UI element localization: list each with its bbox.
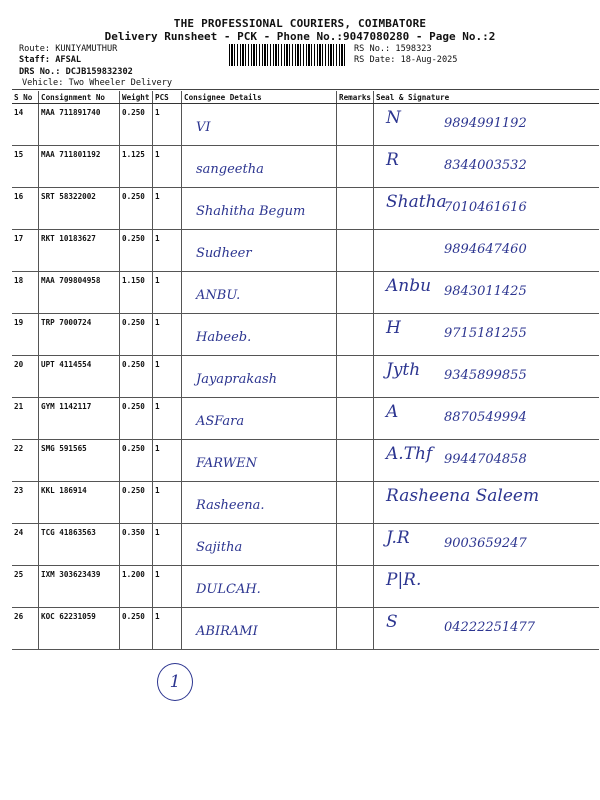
staff-label: Staff: AFSAL	[19, 55, 82, 65]
table-row	[12, 272, 599, 314]
signature-mark: J.R	[386, 528, 410, 548]
consignee-handwriting: Sudheer	[196, 246, 252, 261]
col-pcs: PCS	[153, 91, 182, 104]
row-signature-cell	[374, 356, 599, 398]
row-weight: 0.250	[120, 398, 153, 440]
table-row	[12, 188, 599, 230]
col-signature: Seal & Signature	[374, 91, 599, 104]
consignee-handwriting: ASFara	[196, 414, 245, 429]
row-sno: 18	[12, 272, 39, 314]
signature-mark: A.Thf	[386, 444, 433, 464]
runsheet-subtitle: Delivery Runsheet - PCK - Phone No.:9047080280 - Page No.:2	[104, 30, 496, 43]
consignee-handwriting: Jayaprakash	[196, 372, 278, 387]
row-sno: 22	[12, 440, 39, 482]
table-row	[12, 566, 599, 608]
row-consignment-no: TCG 41863563	[39, 524, 120, 566]
row-consignee-cell	[182, 272, 337, 314]
row-consignment-no: RKT 10183627	[39, 230, 120, 272]
row-signature-cell	[374, 272, 599, 314]
row-pcs: 1	[153, 146, 182, 188]
signature-phone: 9715181255	[444, 326, 527, 341]
table-row	[12, 314, 599, 356]
row-weight: 0.250	[120, 608, 153, 650]
row-pcs: 1	[153, 230, 182, 272]
signature-phone: 04222251477	[444, 620, 535, 635]
drs-label: DRS No.: DCJB159832302	[19, 67, 133, 77]
row-remarks	[337, 104, 374, 146]
handwritten-circled-number: 1	[157, 663, 193, 701]
signature-phone: 9894991192	[444, 116, 527, 131]
signature-mark: Jyth	[386, 360, 421, 380]
consignee-handwriting: Rasheena.	[196, 498, 265, 513]
row-signature-cell	[374, 398, 599, 440]
row-consignment-no: KOC 62231059	[39, 608, 120, 650]
signature-phone: 9345899855	[444, 368, 527, 383]
row-remarks	[337, 356, 374, 398]
col-weight: Weight	[120, 91, 153, 104]
row-weight: 0.350	[120, 524, 153, 566]
row-consignment-no: SMG 591565	[39, 440, 120, 482]
vehicle-label: Vehicle: Two Wheeler Delivery	[22, 78, 173, 88]
row-signature-cell	[374, 104, 599, 146]
table-row	[12, 356, 599, 398]
row-weight: 1.125	[120, 146, 153, 188]
row-signature-cell	[374, 230, 599, 272]
row-remarks	[337, 272, 374, 314]
row-consignee-cell	[182, 524, 337, 566]
signature-mark: H	[386, 318, 401, 338]
row-signature-cell	[374, 146, 599, 188]
row-sno: 25	[12, 566, 39, 608]
row-signature-cell	[374, 566, 599, 608]
col-sno: S No	[12, 91, 39, 104]
row-remarks	[337, 608, 374, 650]
row-sno: 23	[12, 482, 39, 524]
signature-phone: 8344003532	[444, 158, 527, 173]
row-consignee-cell	[182, 566, 337, 608]
row-consignment-no: MAA 709804958	[39, 272, 120, 314]
signature-mark: S	[386, 612, 398, 632]
table-row	[12, 230, 599, 272]
row-weight: 0.250	[120, 230, 153, 272]
company-title: THE PROFESSIONAL COURIERS, COIMBATORE	[173, 17, 427, 30]
table-row	[12, 440, 599, 482]
rs-number: RS No.: 1598323	[354, 44, 432, 54]
row-signature-cell	[374, 482, 599, 524]
row-weight: 0.250	[120, 440, 153, 482]
row-pcs: 1	[153, 188, 182, 230]
row-pcs: 1	[153, 482, 182, 524]
row-signature-cell	[374, 188, 599, 230]
row-pcs: 1	[153, 524, 182, 566]
signature-phone: 8870549994	[444, 410, 527, 425]
row-consignment-no: UPT 4114554	[39, 356, 120, 398]
row-consignee-cell	[182, 314, 337, 356]
consignee-handwriting: ANBU.	[196, 288, 241, 303]
row-consignee-cell	[182, 146, 337, 188]
row-consignment-no: SRT 58322002	[39, 188, 120, 230]
table-row	[12, 398, 599, 440]
row-consignment-no: TRP 7000724	[39, 314, 120, 356]
row-weight: 0.250	[120, 314, 153, 356]
row-sno: 17	[12, 230, 39, 272]
signature-mark: Shatha	[386, 192, 447, 212]
row-pcs: 1	[153, 314, 182, 356]
row-pcs: 1	[153, 566, 182, 608]
route-label: Route: KUNIYAMUTHUR	[19, 44, 118, 54]
row-weight: 0.250	[120, 188, 153, 230]
row-sno: 21	[12, 398, 39, 440]
row-weight: 0.250	[120, 356, 153, 398]
col-consignee: Consignee Details	[182, 91, 337, 104]
table-row	[12, 608, 599, 650]
row-consignee-cell	[182, 608, 337, 650]
row-consignee-cell	[182, 188, 337, 230]
row-sno: 14	[12, 104, 39, 146]
row-weight: 0.250	[120, 482, 153, 524]
table-row	[12, 104, 599, 146]
row-pcs: 1	[153, 440, 182, 482]
signature-phone: 9843011425	[444, 284, 527, 299]
consignee-handwriting: VI	[196, 120, 211, 135]
row-consignment-no: IXM 303623439	[39, 566, 120, 608]
signature-mark: Rasheena Saleem	[386, 486, 540, 506]
signature-mark: Anbu	[386, 276, 432, 296]
row-signature-cell	[374, 524, 599, 566]
signature-phone: 9894647460	[444, 242, 527, 257]
row-remarks	[337, 230, 374, 272]
delivery-table	[12, 91, 599, 650]
barcode-image	[229, 44, 347, 66]
signature-phone: 9944704858	[444, 452, 527, 467]
consignee-handwriting: Sajitha	[196, 540, 243, 555]
consignee-handwriting: DULCAH.	[196, 582, 261, 597]
signature-mark: N	[386, 108, 401, 128]
row-pcs: 1	[153, 272, 182, 314]
row-pcs: 1	[153, 356, 182, 398]
row-sno: 26	[12, 608, 39, 650]
col-remarks: Remarks	[337, 91, 374, 104]
row-weight: 0.250	[120, 104, 153, 146]
row-consignment-no: MAA 711801192	[39, 146, 120, 188]
row-sno: 19	[12, 314, 39, 356]
consignee-handwriting: Habeeb.	[196, 330, 252, 345]
rs-date: RS Date: 18-Aug-2025	[354, 55, 458, 65]
signature-mark: P|R.	[386, 570, 422, 590]
row-remarks	[337, 482, 374, 524]
row-weight: 1.150	[120, 272, 153, 314]
row-consignee-cell	[182, 440, 337, 482]
row-consignee-cell	[182, 398, 337, 440]
row-consignee-cell	[182, 356, 337, 398]
consignee-handwriting: Shahitha Begum	[196, 204, 306, 219]
row-sno: 15	[12, 146, 39, 188]
signature-phone: 9003659247	[444, 536, 527, 551]
signature-mark: A	[386, 402, 399, 422]
row-remarks	[337, 314, 374, 356]
row-signature-cell	[374, 314, 599, 356]
row-signature-cell	[374, 440, 599, 482]
table-row	[12, 524, 599, 566]
row-sno: 16	[12, 188, 39, 230]
signature-mark: R	[386, 150, 399, 170]
row-remarks	[337, 188, 374, 230]
row-consignment-no: KKL 186914	[39, 482, 120, 524]
row-weight: 1.200	[120, 566, 153, 608]
row-consignment-no: GYM 1142117	[39, 398, 120, 440]
consignee-handwriting: ABIRAMI	[196, 624, 258, 639]
row-consignee-cell	[182, 482, 337, 524]
row-consignment-no: MAA 711891740	[39, 104, 120, 146]
row-sno: 24	[12, 524, 39, 566]
row-consignee-cell	[182, 230, 337, 272]
signature-phone: 7010461616	[444, 200, 527, 215]
consignee-handwriting: FARWEN	[196, 456, 258, 471]
row-remarks	[337, 440, 374, 482]
row-remarks	[337, 146, 374, 188]
row-sno: 20	[12, 356, 39, 398]
header-divider	[12, 89, 599, 90]
table-row	[12, 482, 599, 524]
row-remarks	[337, 524, 374, 566]
col-consignment: Consignment No	[39, 91, 120, 104]
row-pcs: 1	[153, 398, 182, 440]
consignee-handwriting: sangeetha	[196, 162, 264, 177]
row-remarks	[337, 398, 374, 440]
row-signature-cell	[374, 608, 599, 650]
row-pcs: 1	[153, 608, 182, 650]
row-pcs: 1	[153, 104, 182, 146]
table-row	[12, 146, 599, 188]
row-consignee-cell	[182, 104, 337, 146]
table-header-row	[12, 91, 599, 104]
row-remarks	[337, 566, 374, 608]
